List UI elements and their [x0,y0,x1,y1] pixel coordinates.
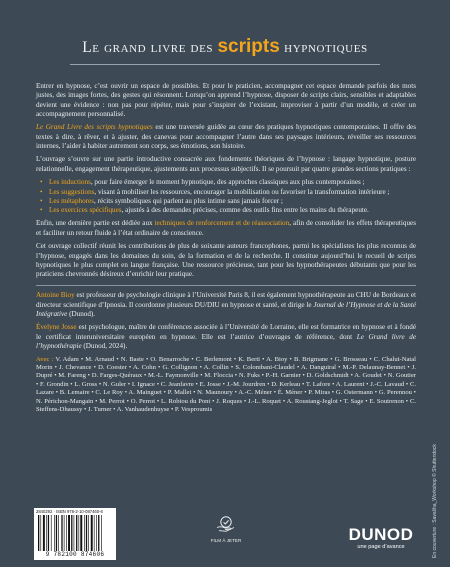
list-item [36,188,416,197]
author-bio-2 [36,323,416,351]
intro-paragraph-1: Entrer en hypnose, c’est ouvrir un espace de possibles. Et pour le praticien, accompagner cet espace demande parfois des mots justes, des images fortes, des gestes qui résonnent. Lorsqu’on apprend l’hypnose, disposer de scripts clairs, sensibles et adaptables devient une évidence : non pas pour répéter, mais pour s’inspirer de l’existant, improviser à partir d’un modèle, et créer un accompagnement personnalisé. [36,82,416,118]
closing-paragraph-1 [36,219,416,238]
barcode-number: 9 782100 874606 [45,551,105,558]
publisher-tagline: une page d’avance [357,544,405,550]
closing-paragraph-2: Cet ouvrage collectif réunit les contributions de plus de soixante auteurs francophones, parmi les spécialistes les plus reconnus de l’hypnose, engagés dans les domaines du soin, de la formation et de la recherche. Il constitue aujourd’hui le recueil de scripts hypnotiques le plus complet en langue française. Une ressource précieuse, tant pour les hypnothérapeutes débutants que pour les praticiens chevronnés désireux d’enrichir leur pratique. [36,242,416,279]
film-notice [205,515,247,543]
author-bio-text: est professeur de psychologie clinique à l’Université Paris 8, il est également hypnothérapeute au CHU de Bordeaux et directeur scientifique d’Ipnosia. Il coordonne plusieurs DU/DIU en hypnose et santé, et dirige le [36,291,416,309]
author-name: Évelyne Josse [36,323,77,332]
author-name: Antoine Bioy [36,291,75,300]
intro-paragraph-2-text: est une traversée guidée au cœur des pratiques hypnotiques contemporaines. Il offre des textes à dire, à rêver, et à ajuster, des canevas pour accompagner l’autre dans ses paysages intérieurs, réveiller ses ressources internes, l’aider à habiter autrement son corps, ses émotions, son histoire. [36,123,417,150]
author-bio-1 [36,291,416,319]
section-text: , récits symboliques qui parlent au plus intime sans jamais forcer ; [94,196,283,205]
book-reference: Le Grand livre de l’hypnothérapie [36,332,416,351]
section-text: , pour faire émerger le moment hypnotique, des approches classiques aux plus contemporaines ; [90,178,365,187]
section-divider [36,285,416,286]
book-title [0,36,450,58]
contributors-label: Avec : [36,355,54,363]
bullet-icon: • [40,206,43,215]
recycle-hand-icon [216,515,236,532]
closing-text-b: , afin de consolider les effets thérapeutiques et faciliter un retour fluide à l’état ordinaire de conscience. [36,219,416,237]
barcode [34,508,116,560]
publisher-logo [347,526,415,550]
isbn-code: 2840292 · ISBN 978-2-10-087460-6 [36,509,103,514]
contributors-names: V. Adam • M. Arnaud • N. Baste • O. Benarroche • C. Berlemont • K. Berti • A. Bioy • B. Brigmane • G. Brosseau • C. Chalut-Natal Morin • J. Chevance • D. Coester • A. Cohn • G. Collignon • A. Collin • S. Colombani-Claudel • A. Danguiral • M.-P. Delaunay-Bennet • J. Dupré • M. Fareng • D. Farges-Quéraux • M.-L. Faymonville • M. Floccia • N. Fuks • P.-H. Garnier • D. Goldschmidt • A. Goudet • N. Goutier • F. Grondin • L. Gross • N. Guler • I. Ignace • C. Jeanfavre • E. Josse • J.-M. Jourdren • D. Kerleau • T. Lafore • A. Laurent • J.-C. Lavaud • C. Lazare • B. Lemaire • C. Le Roy • A. Mainguet • P. Mallet • N. Maunoury • A.-C. Méner • É. Méner • P. Miras • G. Ostermann • G. Perennou • N. Périchon-Mangain • M. Perrot • O. Perrot • L. Robiou du Pont • J. Roques • J.-L. Roquet • A. Roustang-Jeglot • T. Sage • E. Soutrenon • C. Steffens-Dhaussy • J. Turner • A. Vanhaudenhuyse • P. Vesproumis [36,355,416,414]
author-bio-text: (Dunod, 2024). [81,342,128,351]
section-term: Les inductions [49,178,91,187]
cover-credit: En couverture : Savaliha_Workshop © Shutterstock [432,444,438,558]
title-prefix: Le grand livre des [82,39,214,56]
bullet-icon: • [40,196,43,205]
bullet-icon: • [40,178,43,187]
author-bio-text: est psychologue, maître de conférences associée à l’Université de Lorraine, elle est formatrice en hypnose et à fondé le certificat interuniversitaire européen en hypnose. Elle est l’autrice d’ouvrages de référence, dont [36,323,416,341]
author-bio-text: (Dunod). [67,309,96,318]
list-item [36,178,416,187]
sections-list [36,178,416,215]
journal-title: Journal de l’Hypnose et de la Santé Intégrative [36,300,416,318]
intro-paragraph-2 [36,123,416,151]
film-label: FILM À JETER [210,538,242,543]
title-divider [70,64,380,65]
bullet-icon: • [40,187,43,196]
section-text: , visant à mobiliser les ressources, encourager la mobilisation ou favoriser la transformation intérieure ; [94,187,390,196]
section-text: , ajustés à des demandes précises, comme des outils fins entre les mains du thérapeute. [121,206,369,215]
barcode-bars [38,515,112,551]
section-term: Les exercices spécifiques [49,206,122,215]
section-term: Les suggestions [49,187,95,196]
intro-paragraph-3: L’ouvrage s’ouvre sur une partie introductive consacrée aux fondements théoriques de l’hypnose : langage hypnotique, posture relationnelle, engagement thérapeutique, ajustements aux processus subjectifs. Il se poursuit par quatre grandes sections pratiques : [36,155,416,173]
closing-text-a: Enfin, une dernière partie est dédiée aux [36,219,155,228]
title-accent: scripts [217,36,280,57]
book-title-inline: Le Grand Livre des scripts hypnotiques [36,123,153,132]
title-suffix: hypnotiques [284,39,368,56]
back-cover-text [36,82,416,419]
contributors-list [36,356,416,415]
list-item [36,197,416,206]
section-term: Les métaphores [49,196,95,205]
publisher-name: DUNOD [348,525,414,544]
closing-term: techniques de renforcement et de réassociation [154,219,290,228]
list-item [36,206,416,215]
